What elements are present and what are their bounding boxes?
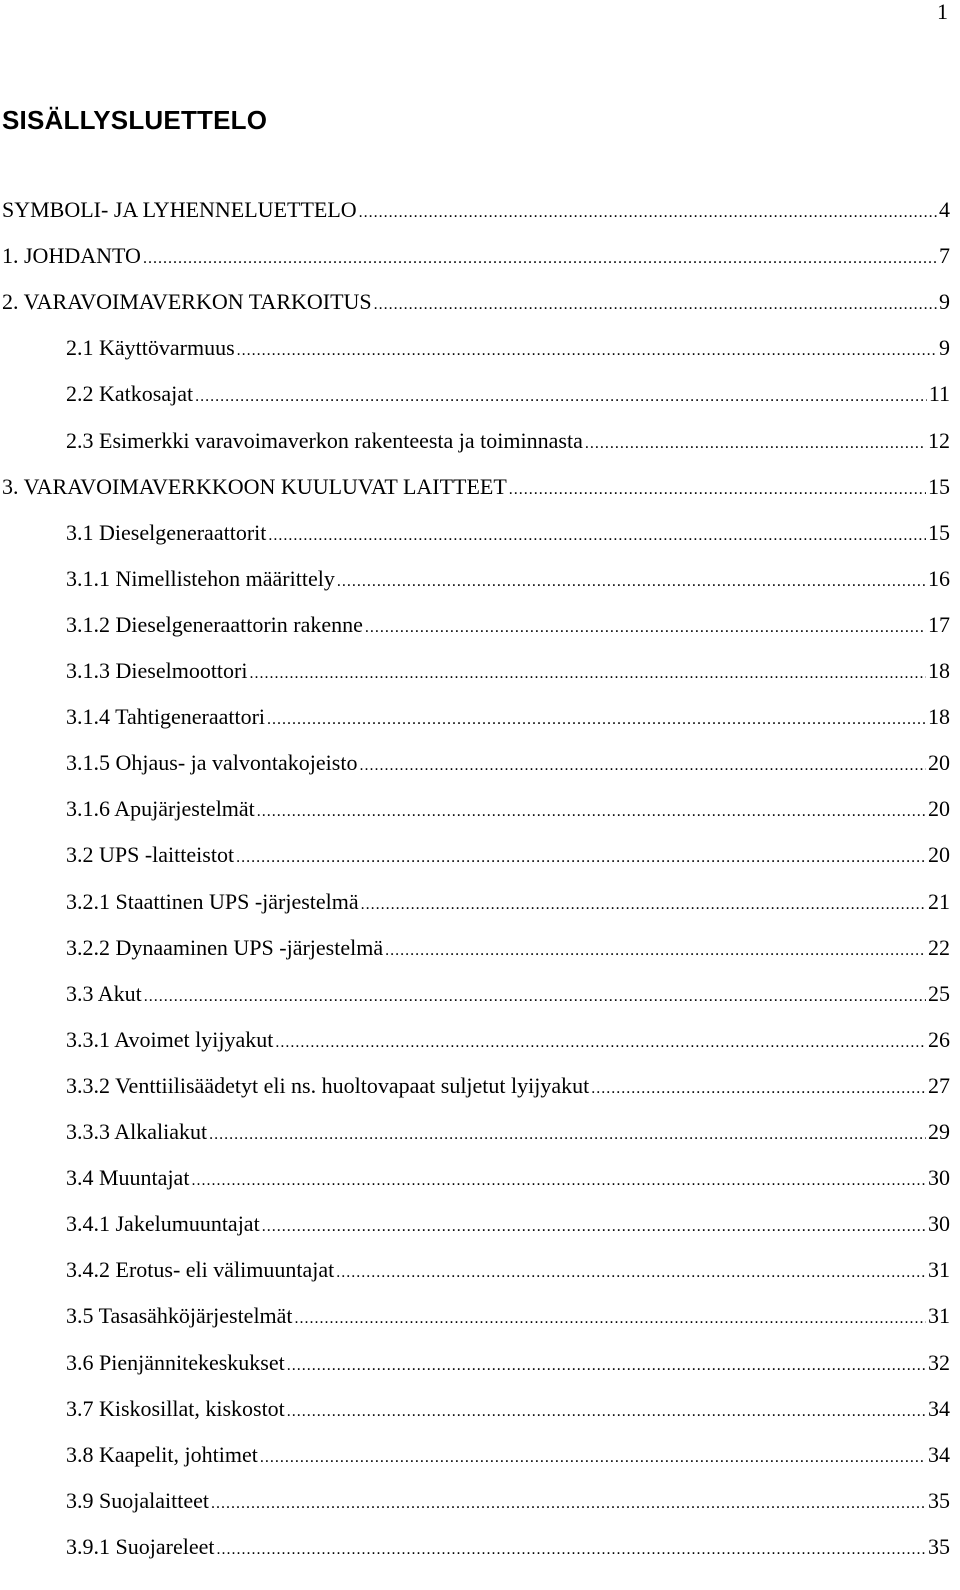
toc-entry-text: 3.9 Suojalaitteet xyxy=(66,1487,209,1513)
toc-entry-text: 3.1.1 Nimellistehon määrittely xyxy=(66,565,335,591)
toc-entry-page: 22 xyxy=(928,934,950,960)
toc-entry-page: 20 xyxy=(928,796,950,822)
toc-entry[interactable] xyxy=(66,377,950,411)
toc-entry-page: 29 xyxy=(928,1119,950,1144)
toc-entry[interactable] xyxy=(66,1392,950,1426)
toc-entry-text: 2.3 Esimerkki varavoimaverkon rakenteesta ja toiminnasta xyxy=(66,427,583,453)
toc-entry[interactable] xyxy=(66,1161,950,1195)
toc-entry-page: 17 xyxy=(928,611,950,637)
toc-entry-text: 3.3.3 Alkaliakut xyxy=(66,1119,208,1144)
toc-entry-page: 20 xyxy=(928,842,950,868)
toc-entry-text: 3.4 Muuntajat xyxy=(66,1165,190,1191)
toc-entry-text: 3.4.1 Jakelumuuntajat xyxy=(66,1211,260,1237)
dot-leader xyxy=(260,1441,926,1475)
toc-entry[interactable] xyxy=(66,1299,950,1333)
toc-entry[interactable] xyxy=(66,562,950,596)
page-number: 1 xyxy=(937,0,948,24)
dot-leader xyxy=(336,1256,926,1290)
toc-entry[interactable] xyxy=(66,608,950,642)
toc-entry-text: 3.1.5 Ohjaus- ja valvontakojeisto xyxy=(66,750,358,776)
toc-entry-text: 3.1.4 Tahtigeneraattori xyxy=(66,704,266,730)
toc-entry-page: 20 xyxy=(928,750,950,776)
toc-entry-page: 15 xyxy=(928,473,950,499)
toc-entry-page: 26 xyxy=(928,1026,950,1052)
dot-leader xyxy=(143,242,937,276)
toc-entry-text: 2. VARAVOIMAVERKON TARKOITUS xyxy=(2,289,372,315)
toc-entry[interactable] xyxy=(66,977,950,1011)
toc-entry[interactable] xyxy=(66,1253,950,1287)
toc-entry-page: 27 xyxy=(928,1072,950,1098)
toc-entry-page: 31 xyxy=(928,1303,950,1329)
toc-entry[interactable] xyxy=(2,285,950,319)
dot-leader xyxy=(359,196,937,230)
toc-entry-text: 3.2 UPS -laitteistot xyxy=(66,842,235,868)
toc-entry-text: 3.2.2 Dynaaminen UPS -järjestelmä xyxy=(66,934,384,960)
toc-entry-page: 34 xyxy=(928,1441,950,1467)
toc-entry-text: 3.2.1 Staattinen UPS -järjestelmä xyxy=(66,888,359,914)
toc-entry[interactable] xyxy=(66,1530,950,1564)
toc-entry-page: 9 xyxy=(939,289,950,315)
toc-entry[interactable] xyxy=(66,746,950,780)
dot-leader xyxy=(287,1395,926,1429)
toc-entry-page: 21 xyxy=(928,888,950,914)
dot-leader xyxy=(365,611,926,645)
toc-entry-text: 3.1.2 Dieselgeneraattorin rakenne xyxy=(66,611,363,637)
dot-leader xyxy=(237,334,937,368)
dot-leader xyxy=(295,1302,926,1336)
toc-entry[interactable] xyxy=(2,239,950,273)
toc-entry-text: 2.2 Katkosajat xyxy=(66,381,194,407)
toc-entry-page: 15 xyxy=(928,519,950,545)
toc-entry-page: 35 xyxy=(928,1533,950,1559)
toc-entry-page: 9 xyxy=(939,335,950,361)
dot-leader xyxy=(211,1487,926,1521)
toc-entry-text: 3.7 Kiskosillat, kiskostot xyxy=(66,1395,285,1421)
toc-entry-text: 2.1 Käyttövarmuus xyxy=(66,335,235,361)
toc-entry-page: 25 xyxy=(928,980,950,1006)
toc-entry[interactable] xyxy=(2,193,950,227)
toc-entry-page: 7 xyxy=(939,243,950,269)
toc-entry-text: 3.3.1 Avoimet lyijyakut xyxy=(66,1026,274,1052)
toc-entry[interactable] xyxy=(66,931,950,965)
toc-entry[interactable] xyxy=(2,470,950,504)
dot-leader xyxy=(359,749,926,783)
toc-entry[interactable] xyxy=(66,1207,950,1241)
dot-leader xyxy=(275,1026,926,1060)
toc-entry[interactable] xyxy=(66,838,950,872)
toc-entry-text: 3.3.2 Venttiilisäädetyt eli ns. huoltovapaat suljetut lyijyakut xyxy=(66,1072,590,1098)
dot-leader xyxy=(268,519,926,553)
toc-entry-page: 34 xyxy=(928,1395,950,1421)
toc-entry[interactable] xyxy=(66,1023,950,1057)
toc-entry-page: 32 xyxy=(928,1349,950,1375)
dot-leader xyxy=(385,934,926,968)
dot-leader xyxy=(374,288,937,322)
dot-leader xyxy=(585,427,926,461)
toc-entry-page: 11 xyxy=(928,381,950,407)
toc-entry-text: 1. JOHDANTO xyxy=(2,243,141,269)
toc-entry[interactable] xyxy=(66,1346,950,1380)
dot-leader xyxy=(236,841,926,875)
dot-leader xyxy=(257,795,926,829)
toc-entry-text: 3. VARAVOIMAVERKKOON KUULUVAT LAITTEET xyxy=(2,473,507,499)
dot-leader xyxy=(191,1164,926,1198)
dot-leader xyxy=(361,888,926,922)
dot-leader xyxy=(216,1533,926,1567)
dot-leader xyxy=(262,1210,926,1244)
toc-entry-text: 3.3 Akut xyxy=(66,980,142,1006)
toc-entry-text: 3.8 Kaapelit, johtimet xyxy=(66,1441,258,1467)
dot-leader xyxy=(195,380,927,414)
dot-leader xyxy=(249,657,926,691)
toc-entry-page: 16 xyxy=(928,565,950,591)
toc-entry-page: 4 xyxy=(939,197,950,222)
toc-entry-text: 3.5 Tasasähköjärjestelmät xyxy=(66,1303,293,1329)
toc-entry-page: 18 xyxy=(928,704,950,730)
dot-leader xyxy=(337,565,926,599)
toc-entry-text: 3.9.1 Suojareleet xyxy=(66,1533,215,1559)
toc-entry-text: 3.1.3 Dieselmoottori xyxy=(66,658,248,683)
dot-leader xyxy=(591,1072,926,1106)
toc-title: SISÄLLYSLUETTELO xyxy=(2,105,268,135)
toc-entry-page: 30 xyxy=(928,1165,950,1191)
toc-entry[interactable] xyxy=(66,792,950,826)
toc-entry-page: 18 xyxy=(928,658,950,683)
toc-entry-page: 31 xyxy=(928,1257,950,1283)
dot-leader xyxy=(287,1349,926,1383)
toc-entry[interactable] xyxy=(66,1069,950,1103)
toc-entry[interactable] xyxy=(66,1484,950,1518)
toc-entry[interactable] xyxy=(66,1438,950,1472)
toc-entry[interactable] xyxy=(66,516,950,550)
toc-entry-page: 35 xyxy=(928,1487,950,1513)
toc-entry[interactable] xyxy=(66,424,950,458)
toc-entry-text: SYMBOLI- JA LYHENNELUETTELO xyxy=(2,197,357,222)
dot-leader xyxy=(209,1118,926,1152)
toc-entry-text: 3.1.6 Apujärjestelmät xyxy=(66,796,255,822)
toc-entry[interactable] xyxy=(66,700,950,734)
toc-entry[interactable] xyxy=(66,885,950,919)
toc-entry-text: 3.4.2 Erotus- eli välimuuntajat xyxy=(66,1257,335,1283)
toc-entry-page: 30 xyxy=(928,1211,950,1237)
toc-entry[interactable] xyxy=(66,654,950,688)
toc-entry-text: 3.6 Pienjännitekeskukset xyxy=(66,1349,285,1375)
toc-entry-text: 3.1 Dieselgeneraattorit xyxy=(66,519,267,545)
toc-entry-page: 12 xyxy=(928,427,950,453)
dot-leader xyxy=(267,703,926,737)
toc-entry[interactable] xyxy=(66,1115,950,1149)
dot-leader xyxy=(509,473,926,507)
dot-leader xyxy=(144,980,926,1014)
toc-entry[interactable] xyxy=(66,331,950,365)
